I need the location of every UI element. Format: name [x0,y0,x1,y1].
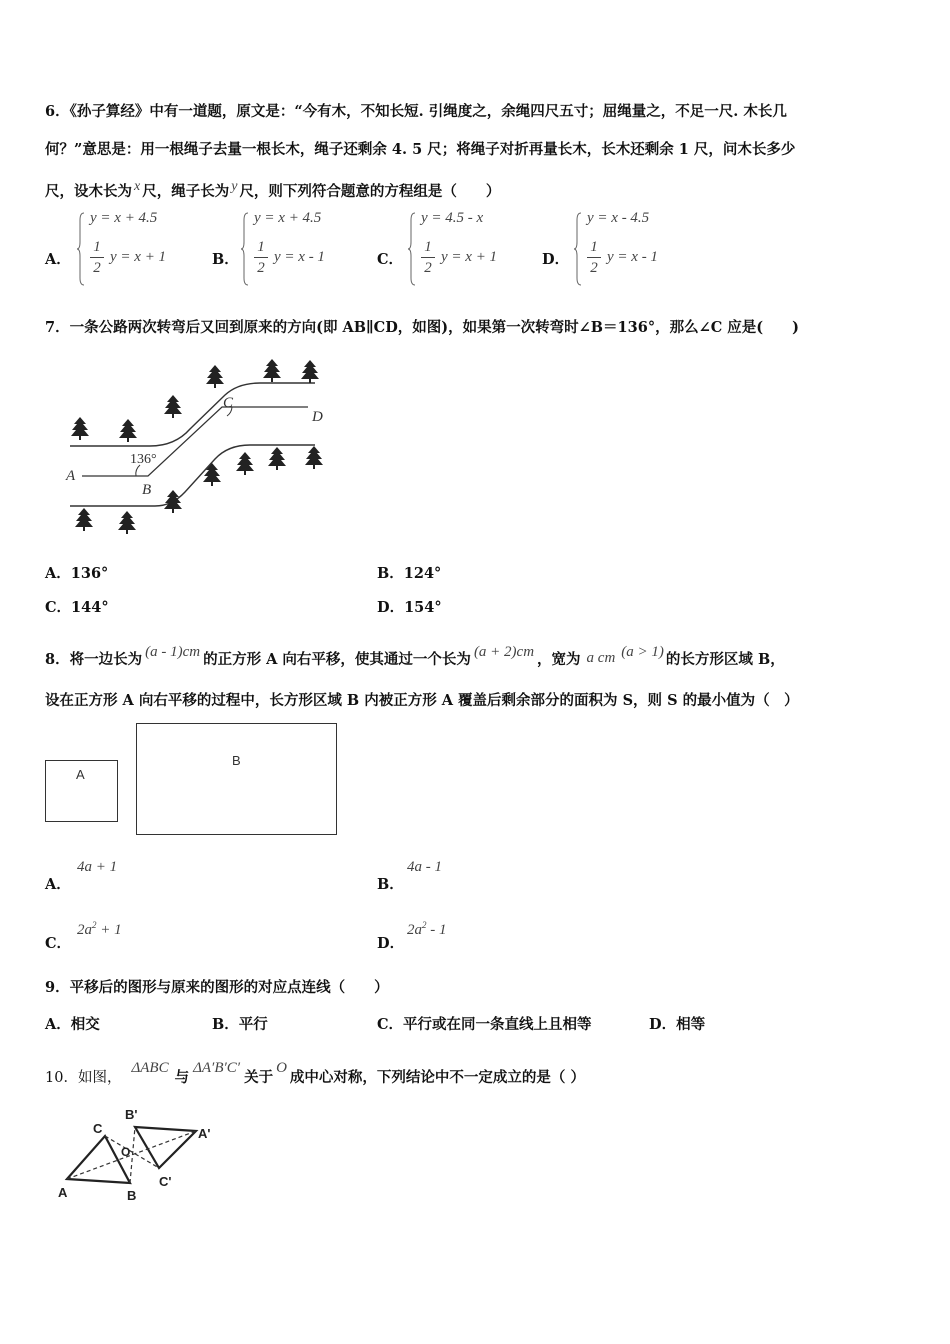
q8-m3: a cm [586,650,616,666]
q8-option-c-expr [77,920,122,939]
q10-triangle-abc: ΔABC [131,1060,169,1076]
tree-icon [206,365,224,388]
q8-option-d-label: D． [377,935,405,952]
label-a: A [58,1185,68,1200]
q6-option-d-label: D． [542,251,570,268]
option-label: D． [377,599,405,616]
point-a-label: A [66,468,76,484]
option-value: 144° [71,599,109,616]
q10-p4: 成中心对称，下列结论中不一定成立的是（ ） [289,1069,585,1086]
q9-text: 9．平移后的图形与原来的图形的对应点连线（ ） [45,979,389,996]
tree-icon [263,359,281,382]
label-o: O [121,1145,131,1159]
q6-a-eq2: y = x + 1 [110,249,167,265]
option-label: B． [212,1016,239,1033]
q6-var-x: x [134,179,141,194]
q6-line3-c: 尺，则下列符合题意的方程组是（ ） [239,183,501,200]
option-label: C． [45,599,72,616]
expr-sup: 2 [422,920,427,930]
option-value: 154° [404,599,442,616]
option-label: A． [45,1016,71,1033]
q8-m2: (a + 2)cm [473,644,535,660]
option-label: A． [45,565,71,582]
q6-line1: 6．《孙子算经》中有一道题，原文是：“今有木，不知长短. 引绳度之，余绳四尺五寸；屈绳量之，不足一尺. 木长几 [45,103,787,120]
tree-icon [164,490,182,513]
q10-text [45,1058,585,1088]
q6-option-a-label: A． [45,251,71,268]
brace-icon [407,212,417,286]
q8-option-a-label: A． [45,876,71,893]
label-b: B [127,1188,137,1203]
q8-p2: 的正方形 A 向右平移，使其通过一个长为 [203,651,471,668]
expr-tail: + 1 [96,922,122,938]
q6-d-fraction [587,238,601,277]
label-b-prime: B' [125,1107,138,1122]
frac-num: 1 [424,239,432,255]
q8-line1 [45,642,785,670]
frac-den: 2 [257,260,265,276]
q6-c-fraction [421,238,435,277]
option-value: 124° [403,565,442,582]
q8-p1: 8．将一边长为 [45,651,143,668]
point-d-label: D [312,409,323,425]
road-upper-edge [70,383,315,446]
q7-option-b [377,562,441,583]
q6-line3 [45,177,500,202]
q8-option-a-expr: 4a + 1 [77,859,118,875]
q6-c-eq2: y = x + 1 [441,249,498,265]
tree-icon [301,360,319,383]
tree-icon [236,452,254,475]
tree-icon [118,511,136,534]
tree-icon [71,417,89,440]
frac-num: 1 [590,239,598,255]
rectangle-b-figure [136,723,337,835]
q6-var-y: y [231,179,238,194]
expr-base: 2a [407,922,422,938]
triangle-abc-prime [135,1127,196,1168]
dashed-line-aa [67,1131,196,1179]
q6-b-eq2: y = x - 1 [274,249,325,265]
q10-point-o: O [276,1060,287,1076]
q7-option-a [45,562,108,583]
frac-den: 2 [424,260,432,276]
q10-triangle-abc-prime: ΔA′B′C′ [193,1060,241,1076]
brace-icon [573,212,583,286]
q8-p3: ，宽为 [537,651,581,668]
q9-option-b [212,1013,268,1034]
option-label: D． [649,1016,677,1033]
q8-option-b-label: B． [377,876,404,893]
angle-136-label: 136° [130,452,157,467]
q9-option-a [45,1013,100,1034]
point-c-label: C [223,395,234,411]
q8-option-d-expr [407,920,447,939]
tree-icon [305,446,323,469]
q6-line3-a: 尺，设木长为 [45,183,132,200]
q8-p4: 的长方形区域 B， [665,651,785,668]
frac-den: 2 [590,260,598,276]
tree-icon [75,508,93,531]
option-value: 平行或在同一条直线上且相等 [403,1016,592,1033]
option-value: 相等 [676,1016,706,1033]
q8-option-c-label: C． [45,935,72,952]
frac-num: 1 [257,239,265,255]
q6-a-fraction [90,238,104,277]
q9-option-c [377,1013,592,1034]
q6-b-eq1: y = x + 4.5 [254,210,322,226]
square-a-figure [45,760,118,822]
q8-m1: (a - 1)cm [145,644,201,660]
dashed-line-bb [130,1127,135,1183]
square-a-label: A [76,767,85,782]
tree-icon [268,447,286,470]
q10-symmetry-figure [55,1100,215,1205]
label-a-prime: A' [198,1126,211,1141]
q7-option-c [45,596,109,617]
q7-option-d [377,596,442,617]
q6-c-eq1: y = 4.5 - x [421,210,484,226]
q7-text: 7．一条公路两次转弯后又回到原来的方向(即 AB∥CD，如图)，如果第一次转弯时∠B＝136°，那么∠C 应是( ) [45,319,800,336]
label-c: C [93,1121,103,1136]
q10-p2: 与 [174,1069,190,1086]
q10-p3: 关于 [244,1069,274,1086]
frac-den: 2 [93,260,101,276]
tree-icon [203,463,221,486]
q6-line3-b: 尺，绳子长为 [142,183,230,200]
option-value: 相交 [70,1016,100,1033]
expr-base: 2a [77,922,92,938]
brace-icon [240,212,250,286]
rectangle-b-label: B [232,753,241,768]
q6-d-eq2: y = x - 1 [607,249,658,265]
q8-m4: (a > 1) [621,644,664,660]
q6-option-b-label: B． [212,251,239,268]
option-value: 平行 [238,1016,268,1033]
point-b-label: B [142,482,152,498]
tree-icon [164,395,182,418]
q10-p1: 10．如图， [45,1070,122,1086]
q7-road-figure [60,355,340,540]
q9-option-d [649,1013,705,1034]
option-value: 136° [70,565,109,582]
label-c-prime: C' [159,1174,172,1189]
q6-b-fraction [254,238,268,277]
q6-d-eq1: y = x - 4.5 [587,210,650,226]
q6-option-c-label: C． [377,251,404,268]
q6-line2: 何？”意思是：用一根绳子去量一根长木，绳子还剩余 4. 5 尺；将绳子对折再量长木，长木还剩余 1 尺，问木长多少 [45,141,796,158]
tree-icon [119,419,137,442]
q8-option-b-expr: 4a - 1 [407,859,442,875]
option-label: C． [377,1016,404,1033]
q8-line2: 设在正方形 A 向右平移的过程中，长方形区域 B 内被正方形 A 覆盖后剩余部分的面积为 S，则 S 的最小值为（ ） [45,692,799,709]
q6-a-eq1: y = x + 4.5 [90,210,158,226]
frac-num: 1 [93,239,101,255]
expr-sup: 2 [92,920,97,930]
expr-tail: - 1 [426,922,447,938]
brace-icon [76,212,86,286]
option-label: B． [377,565,404,582]
